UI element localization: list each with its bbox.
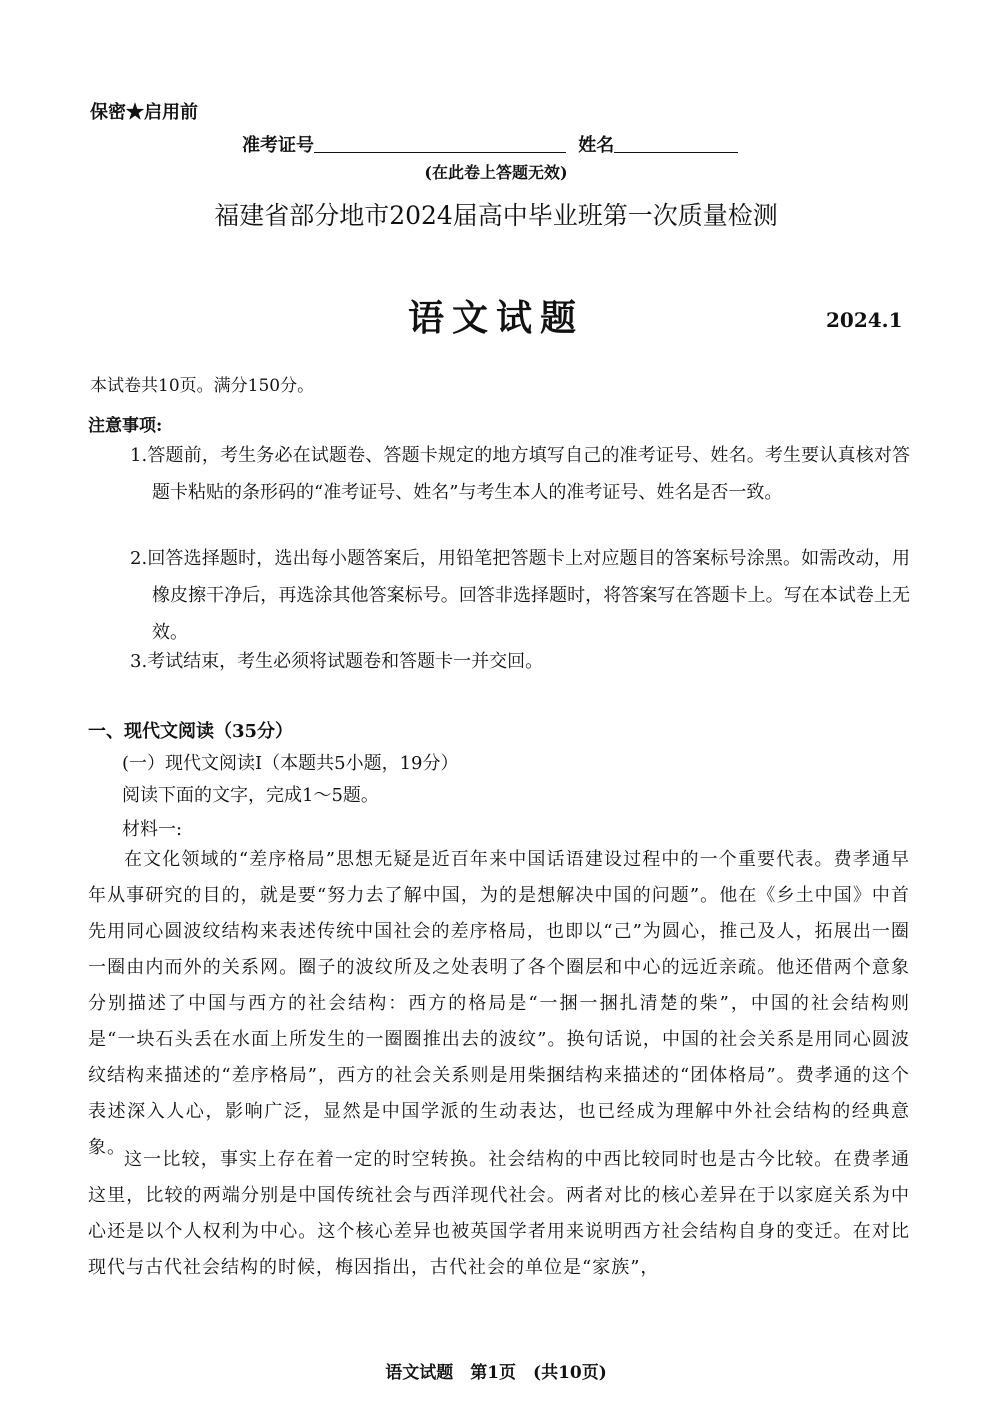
material-paragraph: 这一比较，事实上存在着一定的时空转换。社会结构的中西比较同时也是古今比较。在费孝通这里，比较的两端分别是中国传统社会与西洋现代社会。两者对比的核心差异在于以家庭关系为中心还是以个人权利为中心。这个核心差异也被英国学者用来说明西方社会结构自身的变迁。在对比现代与古代社会结构的时候，梅因指出，古代社会的单位是“家族”，: [88, 1149, 910, 1278]
confidential-mark: 保密★启用前: [90, 102, 198, 123]
exam-id-label: 准考证号: [242, 135, 314, 156]
subject-title: 语文试题: [407, 297, 584, 339]
notice-item: 2.回答选择题时，选出每小题答案后，用铅笔把答题卡上对应题目的答案标号涂黑。如需改动，用橡皮擦干净后，再选涂其他答案标号。回答非选择题时，将答案写在答题卡上。写在本试卷上无效。: [130, 548, 910, 643]
paper-intro: 本试卷共10页。满分150分。: [90, 376, 315, 396]
reading-instruction: 阅读下面的文字，完成1～5题。: [122, 785, 379, 806]
page-footer: 语文试题 第1页 (共10页): [385, 1363, 607, 1383]
notice-item: 1.答题前，考生务必在试题卷、答题卡规定的地方填写自己的准考证号、姓名。考生要认真核对答题卡粘贴的条形码的“准考证号、姓名”与考生本人的准考证号、姓名是否一致。: [130, 445, 910, 503]
candidate-info-line: [242, 131, 738, 157]
exam-date: 2024.1: [826, 308, 903, 332]
name-blank: [614, 134, 738, 153]
section-heading: 一、现代文阅读（35分）: [88, 721, 294, 742]
exam-id-blank: [314, 134, 566, 153]
material-paragraph: 在文化领域的“差序格局”思想无疑是近百年来中国话语建设过程中的一个重要代表。费孝通早年从事研究的目的，就是要“努力去了解中国，为的是想解决中国的问题”。他在《乡土中国》中首先用同心圆波纹结构来表述传统中国社会的差序格局，也即以“己”为圆心，推己及人，拓展出一圈一圈由内而外的关系网。圈子的波纹所及之处表明了各个圈层和中心的远近亲疏。他还借两个意象分别描述了中国与西方的社会结构：西方的格局是“一捆一捆扎清楚的柴”，中国的社会结构则是“一块石头丢在水面上所发生的一圈圈推出去的波纹”。换句话说，中国的社会关系是用同心圆波纹结构来描述的“差序格局”，西方的社会关系则是用柴捆结构来描述的“团体格局”。费孝通的这个表述深入人心，影响广泛，显然是中国学派的生动表达，也已经成为理解中外社会结构的经典意象。: [88, 849, 910, 1158]
sub-section-heading: (一）现代文阅读Ⅰ（本题共5小题，19分）: [122, 753, 459, 774]
material-label: 材料一:: [122, 819, 183, 840]
notice-heading: 注意事项:: [88, 416, 163, 436]
exam-title: 福建省部分地市2024届高中毕业班第一次质量检测: [214, 201, 778, 230]
name-label: 姓名: [578, 135, 615, 156]
invalid-answer-note: (在此卷上答题无效): [424, 163, 568, 182]
notice-item: 3.考试结束，考生必须将试题卷和答题卡一并交回。: [130, 651, 544, 672]
